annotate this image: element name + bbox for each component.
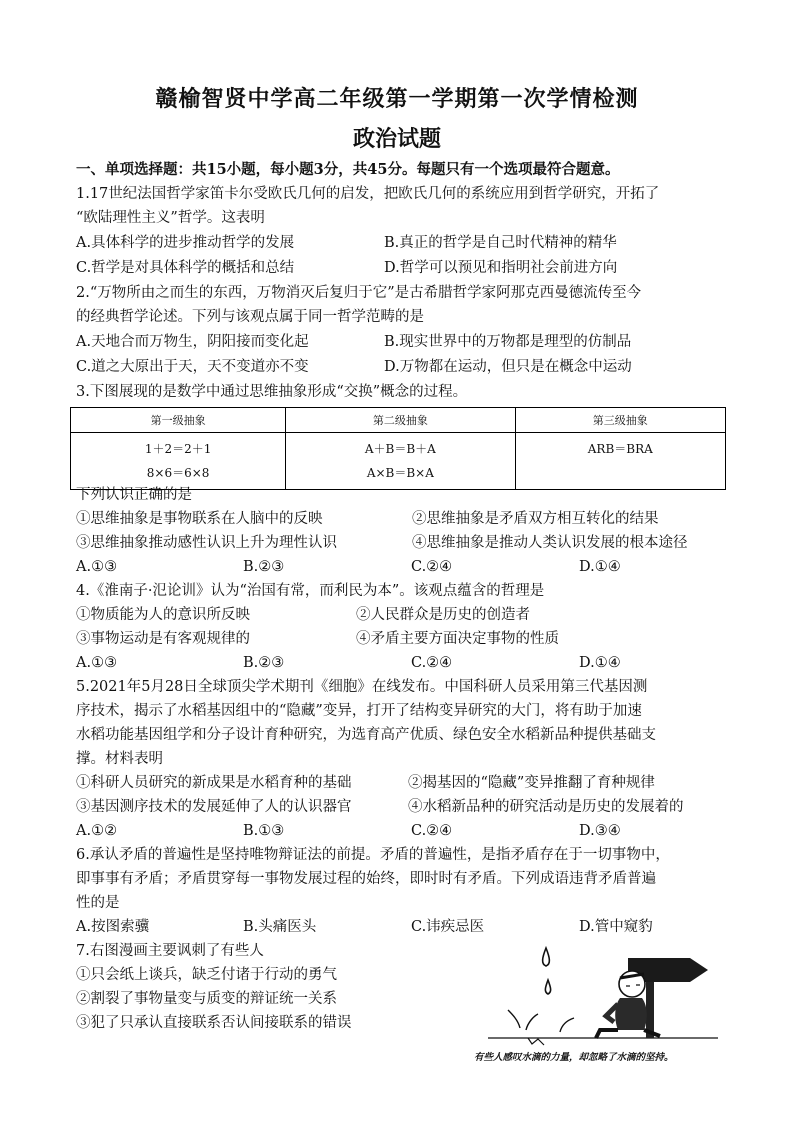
- q5-statement-1: ①科研人员研究的新成果是水稻育种的基础: [76, 775, 352, 791]
- q3-stem: 3.下图展现的是数学中通过思维抽象形成“交换”概念的过程。: [76, 384, 468, 400]
- q3-statement-2: ②思维抽象是矛盾双方相互转化的结果: [412, 511, 659, 527]
- exam-subtitle: 政治试题: [352, 126, 441, 152]
- table-header-1: 第一级抽象: [71, 408, 286, 433]
- q5-option-d: D.③④: [579, 823, 621, 839]
- q7-statement-2: ②割裂了事物量变与质变的辩证统一关系: [76, 991, 337, 1007]
- table-cell-level1: [71, 433, 286, 490]
- q2-option-b: B.现实世界中的万物都是理型的仿制品: [384, 334, 632, 350]
- table-cell-level3: [515, 433, 725, 490]
- q4-statement-3: ③事物运动是有客观规律的: [76, 631, 250, 647]
- q2-option-c: C.道之大原出于天，天不变道亦不变: [76, 359, 309, 375]
- q1-option-d: D.哲学可以预见和指明社会前进方向: [384, 260, 618, 276]
- q3-option-c: C.②④: [411, 559, 453, 575]
- q5-option-b: B.①③: [243, 823, 285, 839]
- q3-statement-1: ①思维抽象是事物联系在人脑中的反映: [76, 511, 323, 527]
- q1-option-b: B.真正的哲学是自己时代精神的精华: [384, 235, 617, 251]
- q1-option-a: A.具体科学的进步推动哲学的发展: [76, 235, 295, 251]
- q5-statement-3: ③基因测序技术的发展延伸了人的认识器官: [76, 799, 352, 815]
- q6-option-d: D.管中窥豹: [579, 919, 653, 935]
- table-formula: 1＋2＝2＋1: [144, 442, 212, 456]
- table-formula: ARB＝BRA: [587, 442, 653, 456]
- q4-statement-1: ①物质能为人的意识所反映: [76, 607, 250, 623]
- table-formula: A×B＝B×A: [366, 466, 434, 480]
- section-heading: 一、单项选择题：共15小题，每小题3分，共45分。每题只有一个选项最符合题意。: [76, 161, 620, 178]
- q3-prompt: 下列认识正确的是: [76, 487, 192, 503]
- q5-stem-line3: 水稻功能基因组学和分子设计育种研究，为选育高产优质、绿色安全水稻新品种提供基础支: [76, 727, 656, 743]
- q6-stem-line3: 性的是: [76, 895, 120, 911]
- q5-stem-line4: 撑。材料表明: [76, 751, 163, 767]
- q2-option-a: A.天地合而万物生，阴阳接而变化起: [76, 334, 309, 350]
- table-formula: A＋B＝B＋A: [364, 442, 436, 456]
- q6-option-c: C.讳疾忌医: [411, 919, 485, 935]
- splash-icon: [508, 1010, 574, 1032]
- q7-statement-1: ①只会纸上谈兵，缺乏付诸于行动的勇气: [76, 967, 337, 983]
- q3-statement-3: ③思维抽象推动感性认识上升为理性认识: [76, 535, 337, 551]
- q3-statement-4: ④思维抽象是推动人类认识发展的根本途径: [412, 535, 688, 551]
- q6-stem-line1: 6.承认矛盾的普遍性是坚持唯物辩证法的前提。矛盾的普遍性，是指矛盾存在于一切事物中，: [76, 847, 670, 863]
- q4-option-a: A.①③: [76, 655, 118, 671]
- q7-statement-3: ③犯了只承认直接联系否认间接联系的错误: [76, 1015, 352, 1031]
- q4-statement-4: ④矛盾主要方面决定事物的性质: [356, 631, 559, 647]
- man-body: [615, 998, 647, 1030]
- q5-stem-line1: 5.2021年5月28日全球顶尖学术期刊《细胞》在线发布。中国科研人员采用第三代基因测: [76, 679, 648, 695]
- q4-option-d: D.①④: [579, 655, 621, 671]
- q4-option-c: C.②④: [411, 655, 453, 671]
- table-header-3: 第三级抽象: [515, 408, 725, 433]
- q7-stem: 7.右图漫画主要讽刺了有些人: [76, 943, 264, 959]
- q6-option-b: B.头痛医头: [243, 919, 317, 935]
- q6-stem-line2: 即事事有矛盾；矛盾贯穿每一事物发展过程的始终，即时时有矛盾。下列成语违背矛盾普遍: [76, 871, 656, 887]
- q3-option-a: A.①③: [76, 559, 118, 575]
- abstraction-table: [70, 407, 726, 490]
- water-drop-icon: [545, 980, 550, 994]
- table-formula: 8×6＝6×8: [146, 466, 210, 480]
- q1-stem-line1: 1.17世纪法国哲学家笛卡尔受欧氏几何的启发，把欧氏几何的系统应用到哲学研究，开拓了: [76, 186, 660, 202]
- q2-stem-line1: 2.“万物所由之而生的东西，万物消灭后复归于它”是古希腊哲学家阿那克西曼德流传至今: [76, 285, 642, 301]
- q6-option-a: A.按图索骥: [76, 919, 150, 935]
- q2-option-d: D.万物都在运动，但只是在概念中运动: [384, 359, 632, 375]
- q3-option-b: B.②③: [243, 559, 285, 575]
- q5-statement-2: ②揭基因的“隐藏”变异推翻了育种规律: [408, 775, 655, 791]
- q2-stem-line2: 的经典哲学论述。下列与该观点属于同一哲学范畴的是: [76, 309, 424, 325]
- q5-option-c: C.②④: [411, 823, 453, 839]
- q1-stem-line2: “欧陆理性主义”哲学。这表明: [76, 210, 265, 226]
- q5-option-a: A.①②: [76, 823, 118, 839]
- q4-option-b: B.②③: [243, 655, 285, 671]
- q1-option-c: C.哲学是对具体科学的概括和总结: [76, 260, 295, 276]
- q3-option-d: D.①④: [579, 559, 621, 575]
- q4-stem: 4.《淮南子·氾论训》认为“治国有常，而利民为本”。该观点蕴含的哲理是: [76, 583, 545, 599]
- water-drop-icon: [543, 948, 550, 966]
- q4-statement-2: ②人民群众是历史的创造者: [356, 607, 530, 623]
- exam-title: 赣榆智贤中学高二年级第一学期第一次学情检测: [155, 86, 639, 112]
- q5-statement-4: ④水稻新品种的研究活动是历史的发展着的: [408, 799, 684, 815]
- table-cell-level2: [286, 433, 515, 490]
- q5-stem-line2: 序技术，揭示了水稻基因组中的“隐藏”变异，打开了结构变异研究的大门，将有助于加速: [76, 703, 642, 719]
- cartoon-caption: 有些人感叹水滴的力量，却忽略了水滴的坚持。: [474, 1052, 674, 1063]
- table-header-2: 第二级抽象: [286, 408, 515, 433]
